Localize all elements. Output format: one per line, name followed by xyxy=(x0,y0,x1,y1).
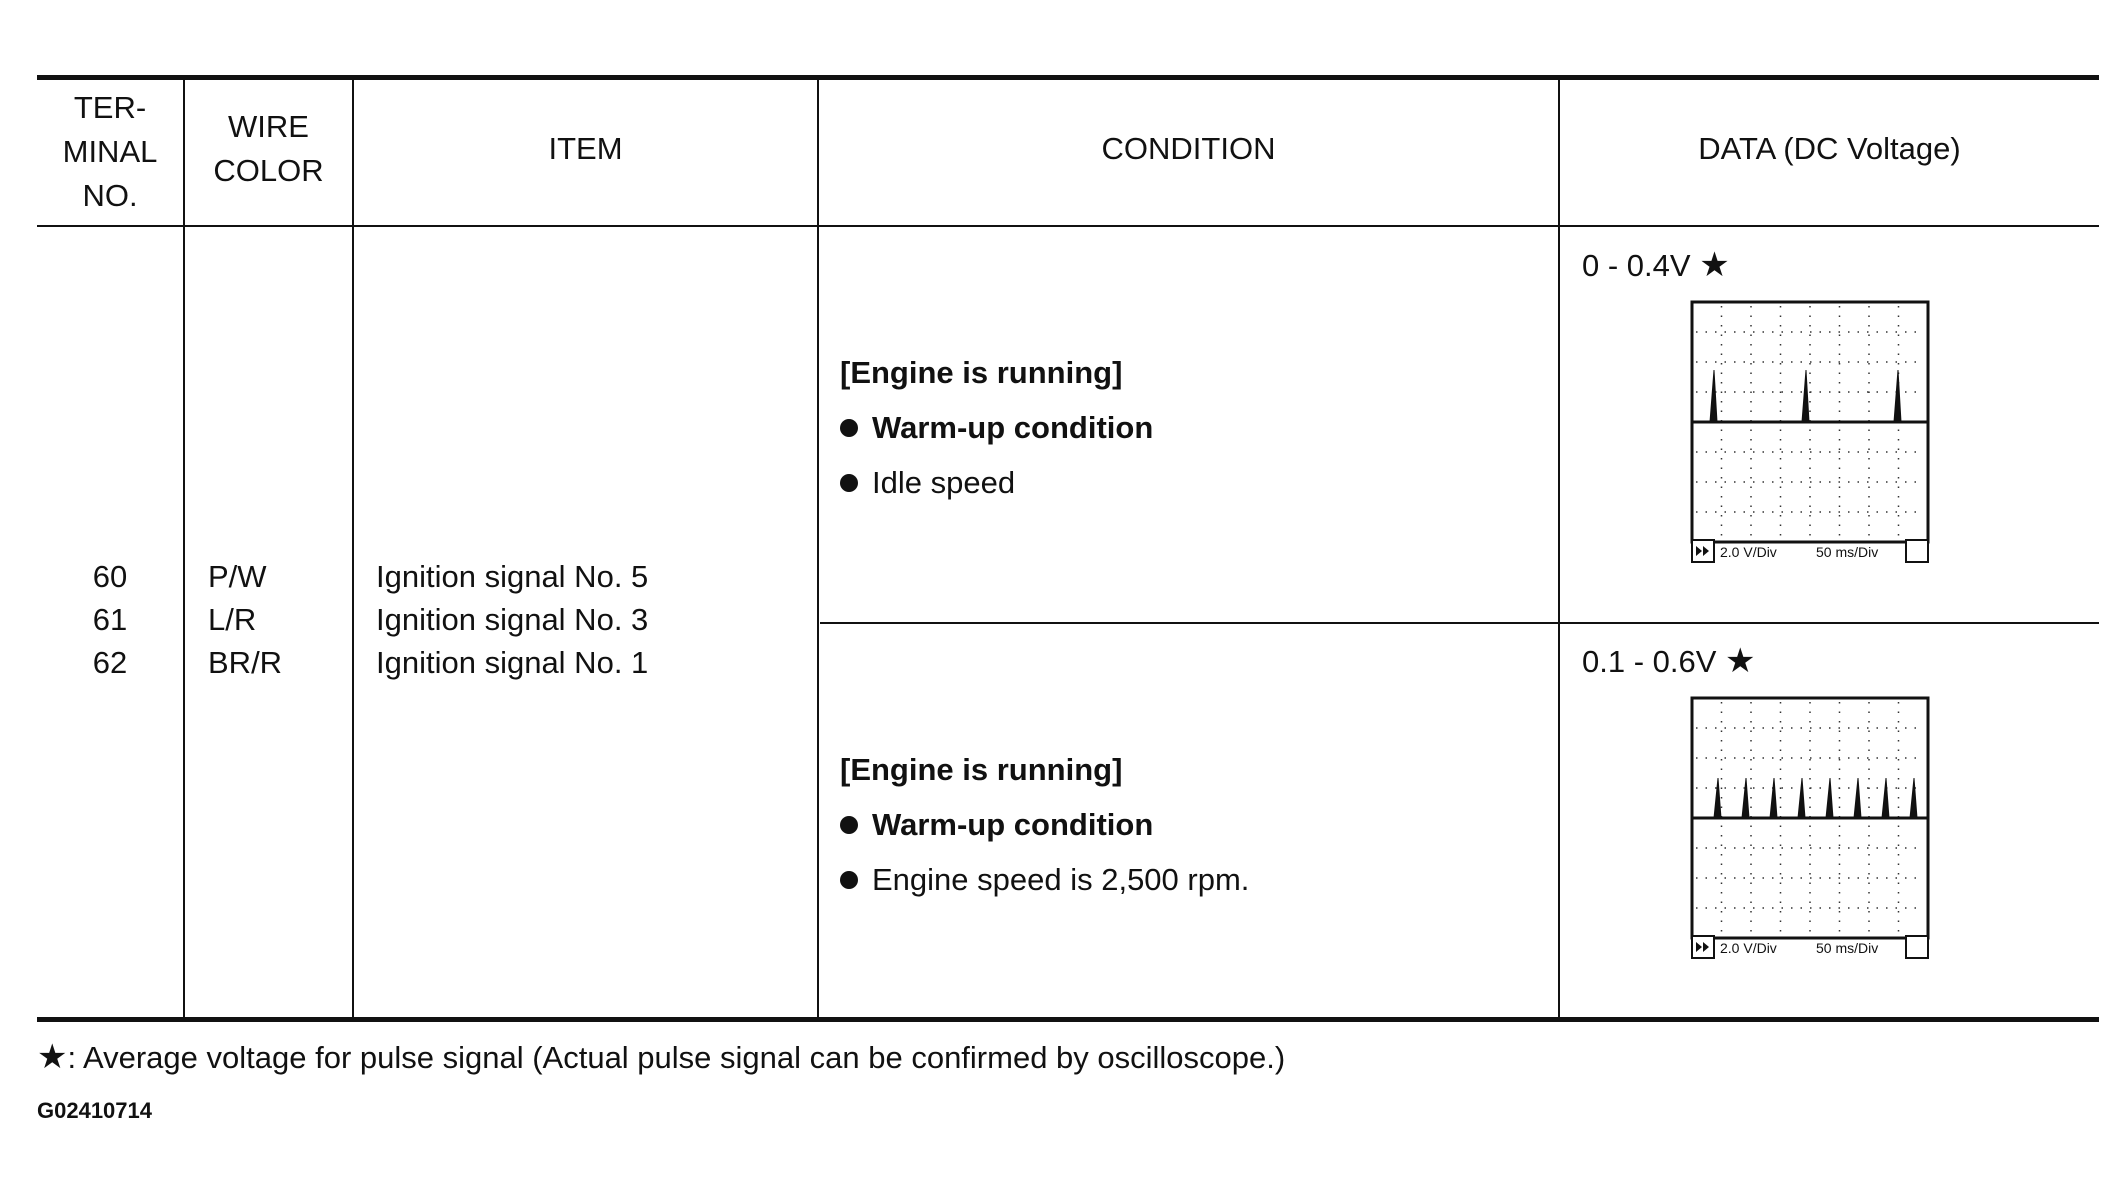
condition-2500rpm-bullet-2 xyxy=(840,852,1249,907)
oscilloscope-2500rpm xyxy=(1690,696,1930,962)
column-divider-1 xyxy=(183,80,185,1017)
signal-pulse xyxy=(1798,778,1805,818)
scope-time-per-div: 50 ms/Div xyxy=(1816,544,1879,560)
bullet-icon xyxy=(840,816,858,834)
voltage-2500rpm xyxy=(1582,640,1756,683)
header-terminal-line-2: MINAL xyxy=(62,134,158,169)
item-names xyxy=(376,555,648,684)
condition-2500rpm xyxy=(840,742,1249,907)
wire-color-62: BR/R xyxy=(208,645,283,680)
condition-2500rpm-bullet-1 xyxy=(840,797,1249,852)
condition-idle xyxy=(840,345,1153,510)
header-wire-line-2: COLOR xyxy=(213,153,324,188)
header-wire-line-1: WIRE xyxy=(228,109,309,144)
footnote xyxy=(37,1036,1285,1079)
condition-2500rpm-title: [Engine is running] xyxy=(840,752,1123,787)
condition-idle-title: [Engine is running] xyxy=(840,355,1123,390)
header-bottom-rule xyxy=(37,225,2099,227)
table-bottom-rule xyxy=(37,1017,2099,1022)
signal-pulse xyxy=(1854,778,1861,818)
scope-blank-box xyxy=(1906,936,1928,958)
star-icon: ★ xyxy=(37,1038,68,1076)
condition-idle-bullet-1 xyxy=(840,400,1153,455)
voltage-idle xyxy=(1582,244,1730,287)
header-terminal-no xyxy=(37,86,183,218)
header-wire-color xyxy=(185,105,352,193)
column-divider-3 xyxy=(817,80,819,1017)
bullet-icon xyxy=(840,474,858,492)
condition-idle-bullet-2 xyxy=(840,455,1153,510)
signal-pulse xyxy=(1894,370,1901,422)
header-data: DATA (DC Voltage) xyxy=(1698,131,1961,166)
item-ignition-signal-1: Ignition signal No. 1 xyxy=(376,645,649,680)
signal-pulse xyxy=(1710,370,1717,422)
signal-pulse xyxy=(1714,778,1721,818)
star-icon: ★ xyxy=(1699,246,1730,284)
header-terminal-line-3: NO. xyxy=(82,178,138,213)
header-condition: CONDITION xyxy=(1101,131,1276,166)
header-terminal-line-1: TER- xyxy=(73,90,147,125)
wire-color-61: L/R xyxy=(208,602,257,637)
signal-pulse xyxy=(1882,778,1889,818)
signal-pulse xyxy=(1826,778,1833,818)
scope-blank-box xyxy=(1906,540,1928,562)
item-ignition-signal-3: Ignition signal No. 3 xyxy=(376,602,649,637)
oscilloscope-idle xyxy=(1690,300,1930,566)
condition-idle-bullet-2-text: Idle speed xyxy=(872,465,1016,500)
header-item: ITEM xyxy=(548,131,623,166)
scope-time-per-div: 50 ms/Div xyxy=(1816,940,1879,956)
terminal-62: 62 xyxy=(92,645,128,680)
signal-pulse xyxy=(1742,778,1749,818)
table-top-rule xyxy=(37,75,2099,80)
footnote-text: : Average voltage for pulse signal (Actual pulse signal can be confirmed by oscilloscope.) xyxy=(67,1040,1286,1075)
bullet-icon xyxy=(840,419,858,437)
item-ignition-signal-5: Ignition signal No. 5 xyxy=(376,559,649,594)
condition-2500rpm-bullet-2-text: Engine speed is 2,500 rpm. xyxy=(872,862,1250,897)
terminal-60: 60 xyxy=(92,559,128,594)
condition-idle-bullet-1-text: Warm-up condition xyxy=(872,410,1154,445)
wire-colors xyxy=(208,555,282,684)
signal-pulse xyxy=(1802,370,1809,422)
wire-color-60: P/W xyxy=(208,559,267,594)
star-icon: ★ xyxy=(1725,642,1756,680)
signal-pulse xyxy=(1910,778,1917,818)
terminal-numbers xyxy=(37,555,183,684)
scope-volts-per-div: 2.0 V/Div xyxy=(1720,544,1777,560)
voltage-2500rpm-value: 0.1 - 0.6V xyxy=(1582,644,1717,679)
voltage-idle-value: 0 - 0.4V xyxy=(1582,248,1691,283)
condition-2500rpm-bullet-1-text: Warm-up condition xyxy=(872,807,1154,842)
figure-id: G02410714 xyxy=(37,1098,152,1123)
condition-divider-rule xyxy=(820,622,2099,624)
terminal-61: 61 xyxy=(92,602,128,637)
bullet-icon xyxy=(840,871,858,889)
column-divider-4 xyxy=(1558,80,1560,1017)
column-divider-2 xyxy=(352,80,354,1017)
signal-pulse xyxy=(1770,778,1777,818)
scope-volts-per-div: 2.0 V/Div xyxy=(1720,940,1777,956)
